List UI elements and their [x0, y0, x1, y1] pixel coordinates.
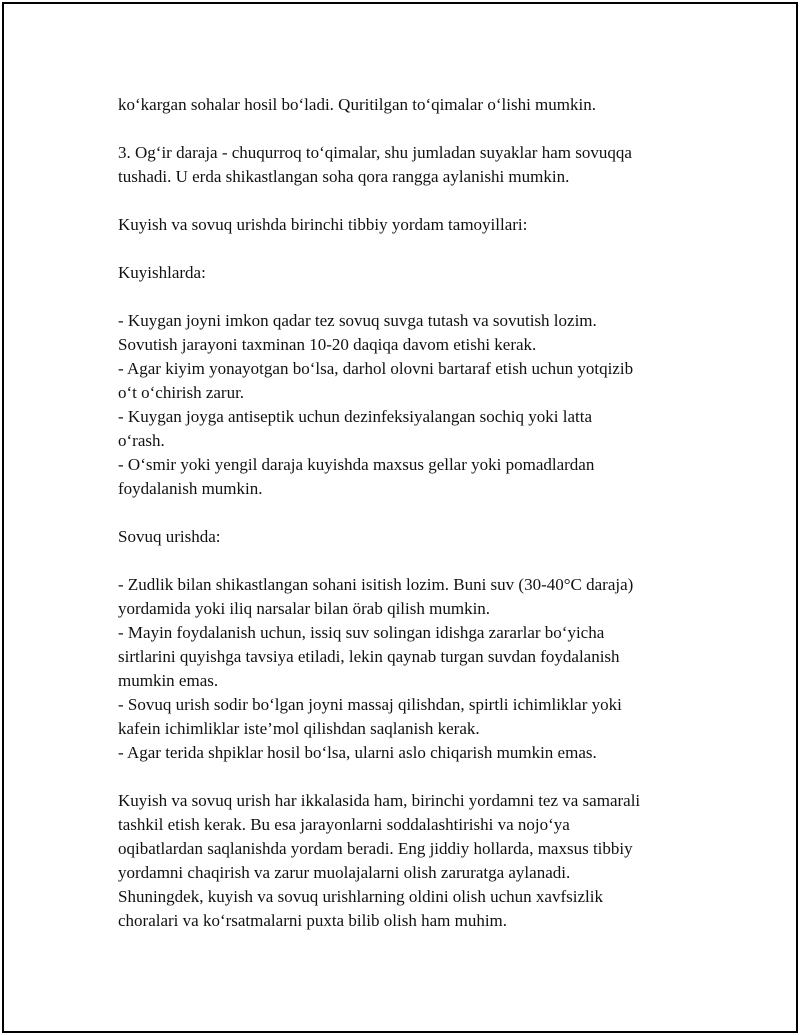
text-line: tushadi. U erda shikastlangan soha qora rangga aylanishi mumkin. [118, 167, 570, 186]
paragraph-intro [118, 93, 698, 117]
paragraph-principles [118, 213, 698, 237]
text-line: Kuyish va sovuq urishda birinchi tibbiy yordam tamoyillari: [118, 215, 528, 234]
list-item-line: - Kuygan joyni imkon qadar tez sovuq suvga tutash va sovutish lozim. [118, 311, 597, 330]
text-line: Shuningdek, kuyish va sovuq urishlarning oldini olish uchun xavfsizlik [118, 887, 603, 906]
heading-burns [118, 261, 698, 285]
section-heading: Kuyishlarda: [118, 263, 206, 282]
text-line: yordamni chaqirish va zarur muolajalarni olish zaruratga aylanadi. [118, 863, 571, 882]
list-item-line: - O‘smir yoki yengil daraja kuyishda maxsus gellar yoki pomadlardan [118, 455, 595, 474]
list-item-line: - Mayin foydalanish uchun, issiq suv solingan idishga zararlar bo‘yicha [118, 623, 605, 642]
frostbite-list [118, 573, 698, 765]
list-item-line: mumkin emas. [118, 671, 219, 690]
list-item-line: - Agar kiyim yonayotgan bo‘lsa, darhol olovni bartaraf etish uchun yotqizib [118, 359, 634, 378]
list-item-line: kafein ichimliklar iste’mol qilishdan saqlanish kerak. [118, 719, 480, 738]
list-item-line: o‘rash. [118, 431, 165, 450]
list-item-line: - Kuygan joyga antiseptik uchun dezinfeksiyalangan sochiq yoki latta [118, 407, 592, 426]
section-heading: Sovuq urishda: [118, 527, 221, 546]
text-line: Kuyish va sovuq urish har ikkalasida ham, birinchi yordamni tez va samarali [118, 791, 641, 810]
list-item-line: sirtlarini quyishga tavsiya etiladi, lekin qaynab turgan suvdan foydalanish [118, 647, 620, 666]
list-item-line: - Zudlik bilan shikastlangan sohani isitish lozim. Buni suv (30-40°C daraja) [118, 575, 634, 594]
text-line: ko‘kargan sohalar hosil bo‘ladi. Quritilgan to‘qimalar o‘lishi mumkin. [118, 95, 596, 114]
text-line: 3. Og‘ir daraja - chuqurroq to‘qimalar, shu jumladan suyaklar ham sovuqqa [118, 143, 632, 162]
list-item-line: o‘t o‘chirish zarur. [118, 383, 245, 402]
paragraph-conclusion [118, 789, 698, 933]
list-item-line: Sovutish jarayoni taxminan 10-20 daqiqa davom etishi kerak. [118, 335, 537, 354]
list-item-line: - Sovuq urish sodir bo‘lgan joyni massaj qilishdan, spirtli ichimliklar yoki [118, 695, 622, 714]
list-item-line: - Agar terida shpiklar hosil bo‘lsa, ularni aslo chiqarish mumkin emas. [118, 743, 597, 762]
paragraph-severe-degree [118, 141, 698, 189]
document-body [118, 93, 698, 933]
text-line: choralari va ko‘rsatmalarni puxta bilib olish ham muhim. [118, 911, 508, 930]
heading-frostbite [118, 525, 698, 549]
list-item-line: yordamida yoki iliq narsalar bilan örab qilish mumkin. [118, 599, 491, 618]
text-line: oqibatlardan saqlanishda yordam beradi. Eng jiddiy hollarda, maxsus tibbiy [118, 839, 633, 858]
burns-list [118, 309, 698, 501]
list-item-line: foydalanish mumkin. [118, 479, 263, 498]
text-line: tashkil etish kerak. Bu esa jarayonlarni soddalashtirishi va nojo‘ya [118, 815, 570, 834]
